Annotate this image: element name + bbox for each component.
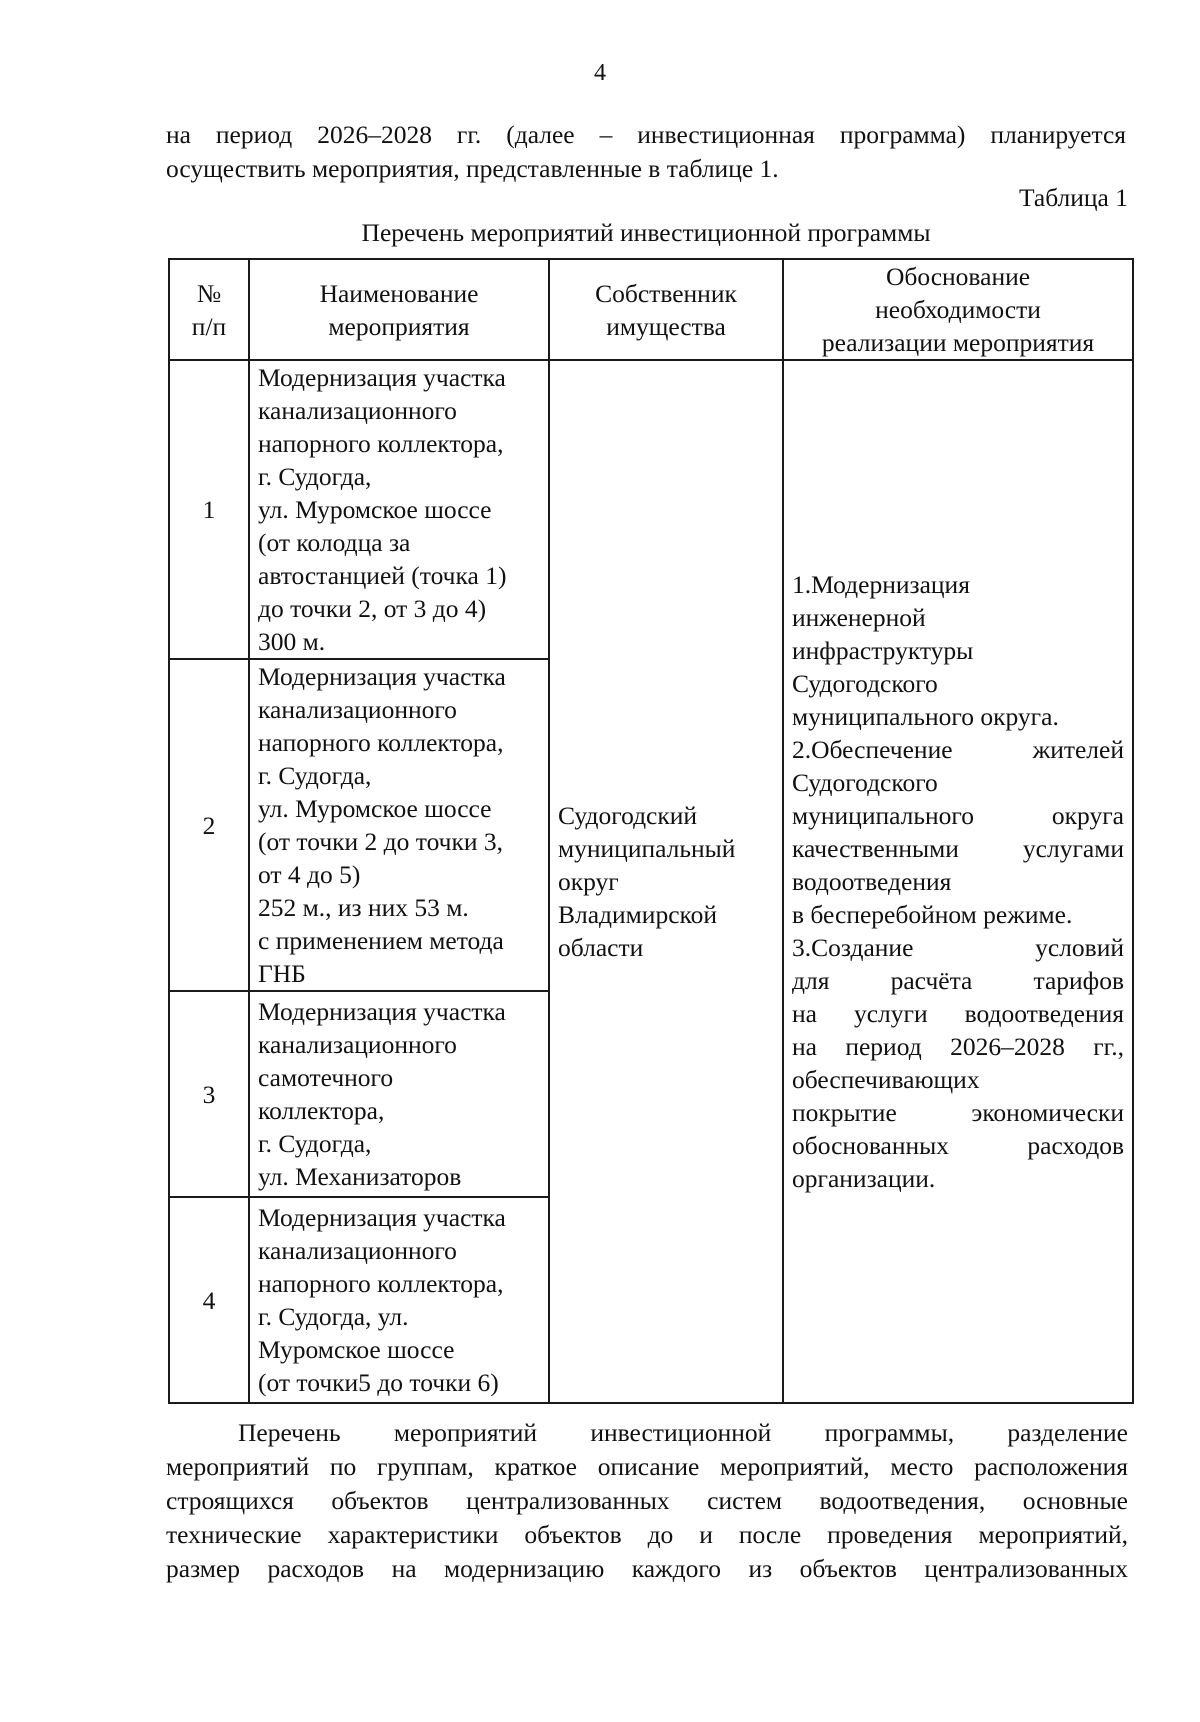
event-name-cell — [249, 991, 549, 1197]
event-name-line: канализационного — [258, 396, 457, 425]
reason-cell — [783, 360, 1133, 1403]
event-name-line: г. Судогда, — [258, 462, 372, 491]
header-reason-line: реализации мероприятия — [821, 328, 1095, 357]
reason-line: муниципального округа — [792, 801, 1124, 830]
table-label: Таблица 1 — [1018, 183, 1128, 212]
event-name-line: Модернизация участка — [258, 1203, 506, 1232]
summary-line: Перечень мероприятий инвестиционной программы, разделение — [238, 1418, 1128, 1447]
row-number: 3 — [169, 991, 249, 1197]
header-name-line: Наименование — [319, 278, 479, 308]
owner-line: Судогодский — [558, 801, 698, 830]
reason-line: инфраструктуры — [792, 636, 974, 665]
header-num-line: № — [196, 278, 222, 308]
reason-line: 1.Модернизация — [792, 570, 970, 599]
row-number: 2 — [169, 659, 249, 991]
header-num — [169, 259, 249, 360]
event-name-cell — [249, 659, 549, 991]
event-name-line: напорного коллектора, — [258, 728, 504, 757]
event-name-line: Муромское шоссе — [258, 1335, 455, 1364]
reason-line: покрытие экономически — [792, 1098, 1124, 1127]
event-name-line: канализационного — [258, 695, 457, 724]
event-name-line: Модернизация участка — [258, 662, 506, 691]
event-name-line: ул. Муромское шоссе — [258, 794, 492, 823]
event-name-line: г. Судогда, — [258, 1129, 372, 1158]
intro-line: на период 2026–2028 гг. (далее – инвестиционная программа) планируется — [166, 120, 1126, 149]
summary-line: строящихся объектов централизованных систем водоотведения, основные — [166, 1486, 1128, 1515]
event-name-line: коллектора, — [258, 1096, 385, 1125]
reason-line: муниципального округа. — [792, 702, 1059, 731]
event-name-line: (от точки5 до точки 6) — [258, 1368, 499, 1397]
owner-line: Владимирской — [558, 900, 718, 929]
event-name-line: Модернизация участка — [258, 997, 506, 1026]
event-name-line: с применением метода — [258, 926, 504, 955]
event-name-line: 252 м., из них 53 м. — [258, 893, 469, 922]
event-name-line: от 4 до 5) — [258, 860, 361, 889]
reason-line: обеспечивающих — [792, 1065, 980, 1094]
reason-line: инженерной — [792, 603, 926, 632]
reason-line: для расчёта тарифов — [792, 966, 1124, 995]
header-reason — [783, 259, 1133, 360]
events-table — [168, 258, 1134, 1404]
reason-line: Судогодского — [792, 669, 938, 698]
event-name-line: самотечного — [258, 1063, 394, 1092]
reason-line: в бесперебойном режиме. — [792, 900, 1073, 929]
summary-line: размер расходов на модернизацию каждого из объектов централизованных — [166, 1554, 1128, 1583]
event-name-line: напорного коллектора, — [258, 1269, 504, 1298]
owner-cell — [549, 360, 783, 1403]
event-name-line: 300 м. — [258, 627, 326, 656]
owner-line: округ — [558, 867, 619, 896]
reason-line: качественными услугами — [792, 834, 1124, 863]
event-name-line: канализационного — [258, 1030, 457, 1059]
event-name-line: канализационного — [258, 1236, 457, 1265]
event-name-line: (от точки 2 до точки 3, — [258, 827, 504, 856]
event-name-line: автостанцией (точка 1) — [258, 561, 507, 590]
event-name-line: напорного коллектора, — [258, 429, 504, 458]
reason-line: обоснованных расходов — [792, 1131, 1124, 1160]
event-name-line: ГНБ — [258, 959, 306, 988]
summary-line: технические характеристики объектов до и после проведения мероприятий, — [166, 1520, 1128, 1549]
event-name-line: ул. Муромское шоссе — [258, 495, 492, 524]
header-num-line: п/п — [191, 311, 227, 341]
row-number: 1 — [169, 360, 249, 659]
event-name-cell — [249, 360, 549, 659]
event-name-line: ул. Механизаторов — [258, 1162, 462, 1191]
reason-line: на услуги водоотведения — [792, 999, 1124, 1028]
table-row — [169, 360, 1133, 659]
table-caption: Перечень мероприятий инвестиционной программы — [361, 218, 931, 247]
header-reason-line: необходимости — [875, 295, 1041, 324]
event-name-line: г. Судогда, — [258, 761, 372, 790]
reason-line: на период 2026–2028 гг., — [792, 1032, 1124, 1061]
event-name-cell — [249, 1197, 549, 1403]
reason-line: Судогодского — [792, 768, 938, 797]
row-number: 4 — [169, 1197, 249, 1403]
page-number: 4 — [594, 60, 606, 86]
event-name-line: г. Судогда, ул. — [258, 1302, 409, 1331]
reason-line: 2.Обеспечение жителей — [792, 735, 1124, 764]
owner-line: области — [558, 933, 644, 962]
summary-paragraph — [166, 1416, 1128, 1586]
summary-line: мероприятий по группам, краткое описание мероприятий, место расположения — [166, 1452, 1128, 1481]
header-name-line: мероприятия — [328, 311, 470, 341]
reason-line: организации. — [792, 1164, 936, 1193]
event-name-line: Модернизация участка — [258, 363, 506, 392]
header-reason-line: Обоснование — [885, 262, 1031, 291]
header-name — [249, 259, 549, 360]
event-name-line: до точки 2, от 3 до 4) — [258, 594, 487, 623]
header-owner — [549, 259, 783, 360]
header-owner-line: Собственник — [595, 278, 737, 308]
header-owner-line: имущества — [606, 311, 726, 341]
owner-line: муниципальный — [558, 834, 736, 863]
intro-paragraph — [166, 118, 1126, 186]
table-header-row — [169, 259, 1133, 360]
intro-line: осуществить мероприятия, представленные в таблице 1. — [166, 154, 779, 183]
event-name-line: (от колодца за — [258, 528, 411, 557]
reason-line: 3.Создание условий — [792, 933, 1124, 962]
reason-line: водоотведения — [792, 867, 952, 896]
